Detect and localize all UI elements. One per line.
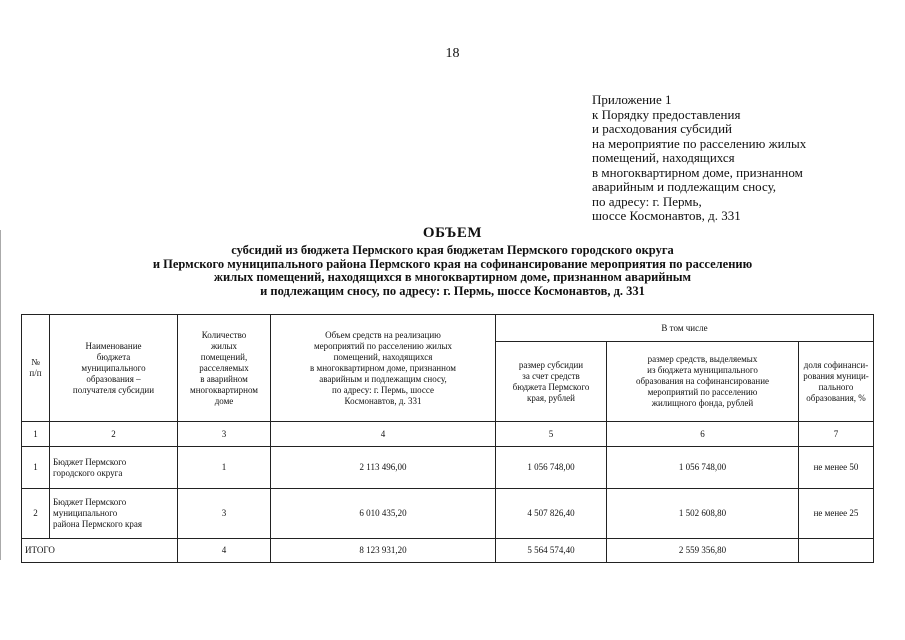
column-number-row: [22, 422, 874, 447]
subtitle-line: субсидий из бюджета Пермского края бюджетам Пермского городского округа: [231, 243, 674, 257]
subtitle-line: и Пермского муниципального района Пермского края на софинансирование мероприятия по расселению: [152, 256, 753, 271]
total-volume: 6 010 435,20: [271, 489, 496, 539]
subsidy-amount: 1 056 748,00: [496, 447, 607, 489]
column-number: 4: [271, 422, 496, 447]
page-number: 18: [445, 46, 460, 61]
total-municipal-sum: 2 559 356,80: [607, 539, 799, 563]
scan-edge-mark: [0, 230, 1, 560]
appendix-line: аварийным и подлежащим сносу,: [592, 179, 777, 194]
column-number: 1: [22, 422, 50, 447]
total-share: [799, 539, 874, 563]
column-number: 2: [50, 422, 178, 447]
header-cofinancing-share: доля софинанси- рования муници- пального образования, %: [799, 342, 874, 422]
total-apartment-count: 4: [178, 539, 271, 563]
table-row: [22, 489, 874, 539]
header-apartment-count: Количество жилых помещений, расселяемых в аварийном многоквартирном доме: [178, 315, 271, 422]
subtitle-line: и подлежащим сносу, по адресу: г. Пермь, шоссе Космонавтов, д. 331: [260, 283, 645, 298]
total-row: [22, 539, 874, 563]
cofinancing-share: не менее 25: [799, 489, 874, 539]
appendix-line: к Порядку предоставления: [592, 106, 741, 122]
cofinancing-share: не менее 50: [799, 447, 874, 489]
appendix-line: Приложение 1: [592, 92, 672, 107]
apartment-count: 3: [178, 489, 271, 539]
total-label: ИТОГО: [22, 539, 178, 563]
municipal-funds: 1 056 748,00: [607, 447, 799, 489]
column-number: 5: [496, 422, 607, 447]
row-number: 2: [22, 489, 50, 539]
header-municipal-funds: размер средств, выделяемых из бюджета муниципального образования на софинансирование мероприятий по расселению жилищного фонда, рублей: [607, 342, 799, 422]
header-total-volume: Объем средств на реализацию мероприятий по расселению жилых помещений, находящихся в многоквартирном доме, признанном аварийным и подлежащим сносу, по адресу: г. Пермь, шоссе Космонавтов, д. 331: [271, 315, 496, 422]
total-volume: 2 113 496,00: [271, 447, 496, 489]
total-subsidy-sum: 5 564 574,40: [496, 539, 607, 563]
row-number: 1: [22, 447, 50, 489]
column-number: 3: [178, 422, 271, 447]
appendix-line: в многоквартирном доме, признанном: [592, 164, 803, 180]
appendix-line: и расходования субсидий: [592, 121, 732, 136]
appendix-line: шоссе Космонавтов, д. 331: [592, 208, 741, 223]
document-subtitle: [60, 244, 845, 298]
subsidy-amount: 4 507 826,40: [496, 489, 607, 539]
appendix-line: на мероприятие по расселению жилых: [592, 135, 807, 151]
header-subsidy-amount: размер субсидии за счет средств бюджета Пермского края, рублей: [496, 342, 607, 422]
appendix-block: [592, 93, 892, 224]
column-number: 7: [799, 422, 874, 447]
recipient-name: Бюджет Пермского городского округа: [50, 447, 178, 489]
appendix-line: помещений, находящихся: [592, 150, 735, 165]
table-row: [22, 447, 874, 489]
recipient-name: Бюджет Пермского муниципального района Пермского края: [50, 489, 178, 539]
header-recipient-name: Наименование бюджета муниципального образования – получателя субсидии: [50, 315, 178, 422]
header-number: № п/п: [22, 315, 50, 422]
header-including-group: В том числе: [496, 315, 874, 342]
column-number: 6: [607, 422, 799, 447]
subsidy-table: [21, 314, 874, 563]
document-title: ОБЪЕМ: [422, 225, 483, 241]
total-volume-sum: 8 123 931,20: [271, 539, 496, 563]
apartment-count: 1: [178, 447, 271, 489]
municipal-funds: 1 502 608,80: [607, 489, 799, 539]
appendix-line: по адресу: г. Пермь,: [592, 193, 702, 209]
subtitle-line: жилых помещений, находящихся в многоквартирном доме, признанном аварийным: [213, 270, 692, 285]
